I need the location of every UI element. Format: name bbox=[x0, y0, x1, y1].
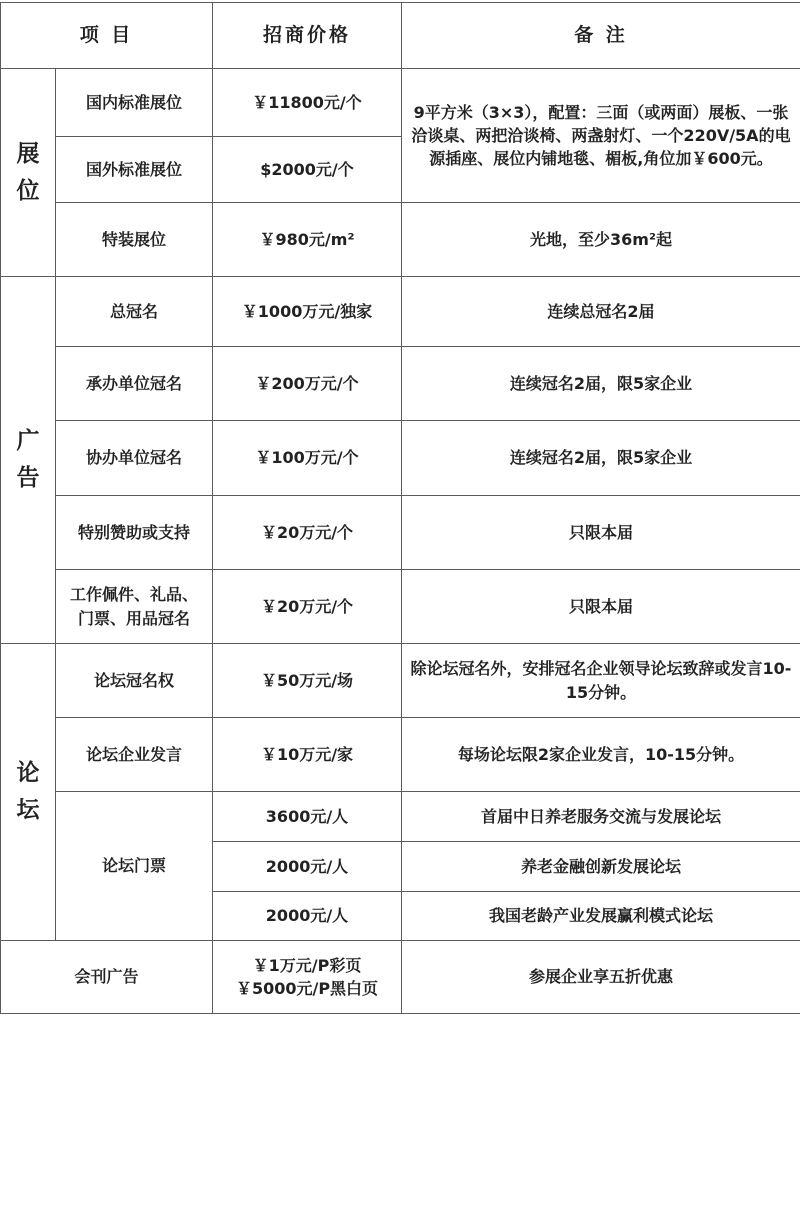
table-row bbox=[1, 421, 800, 496]
table-row bbox=[1, 644, 800, 718]
price-cell: ￥100万元/个 bbox=[213, 421, 402, 496]
category-char: 位 bbox=[16, 177, 40, 204]
item-cell: 论坛冠名权 bbox=[56, 644, 213, 718]
note-cell: 参展企业享五折优惠 bbox=[402, 941, 800, 1014]
note-cell: 首届中日养老服务交流与发展论坛 bbox=[402, 792, 800, 842]
header-note: 备 注 bbox=[402, 3, 800, 69]
price-cell: ￥20万元/个 bbox=[213, 496, 402, 570]
item-cell: 协办单位冠名 bbox=[56, 421, 213, 496]
note-cell: 除论坛冠名外，安排冠名企业领导论坛致辞或发言10-15分钟。 bbox=[402, 644, 800, 718]
price-cell: ￥10万元/家 bbox=[213, 718, 402, 792]
price-cell: ￥50万元/场 bbox=[213, 644, 402, 718]
table-row bbox=[1, 203, 800, 277]
price-cell: 3600元/人 bbox=[213, 792, 402, 842]
item-cell: 国内标准展位 bbox=[56, 69, 213, 137]
note-cell: 9平方米（3×3），配置：三面（或两面）展板、一张洽谈桌、两把洽谈椅、两盏射灯、一个220V/5A的电源插座、展位内铺地毯、楣板,角位加￥600元。 bbox=[402, 69, 800, 203]
price-line: ￥1万元/P彩页 bbox=[252, 955, 362, 975]
item-line: 门票、用品冠名 bbox=[77, 608, 190, 628]
category-char: 广 bbox=[16, 428, 40, 455]
category-char: 坛 bbox=[16, 797, 40, 823]
table-row bbox=[1, 277, 800, 347]
note-cell: 只限本届 bbox=[402, 570, 800, 644]
item-cell: 论坛门票 bbox=[56, 792, 213, 941]
note-cell: 只限本届 bbox=[402, 496, 800, 570]
note-cell: 连续冠名2届，限5家企业 bbox=[402, 421, 800, 496]
category-forum bbox=[1, 644, 56, 941]
table-row bbox=[1, 347, 800, 421]
table-row bbox=[1, 941, 800, 1014]
note-cell: 连续总冠名2届 bbox=[402, 277, 800, 347]
note-cell: 养老金融创新发展论坛 bbox=[402, 842, 800, 892]
note-cell: 我国老龄产业发展赢利模式论坛 bbox=[402, 892, 800, 941]
item-cell: 总冠名 bbox=[56, 277, 213, 347]
price-cell: ￥11800元/个 bbox=[213, 69, 402, 137]
table-row bbox=[1, 570, 800, 644]
header-item: 项 目 bbox=[1, 3, 213, 69]
item-cell: 论坛企业发言 bbox=[56, 718, 213, 792]
header-row bbox=[1, 3, 800, 69]
category-booth bbox=[1, 69, 56, 277]
item-line: 工作佩件、礼品、 bbox=[69, 585, 198, 605]
item-cell: 承办单位冠名 bbox=[56, 347, 213, 421]
category-char: 展 bbox=[16, 140, 40, 167]
note-cell: 每场论坛限2家企业发言，10-15分钟。 bbox=[402, 718, 800, 792]
item-cell: 国外标准展位 bbox=[56, 137, 213, 203]
price-cell: 2000元/人 bbox=[213, 842, 402, 892]
price-line: ￥5000元/P黑白页 bbox=[235, 979, 379, 998]
header-price: 招商价格 bbox=[213, 3, 402, 69]
price-cell: $2000元/个 bbox=[213, 137, 402, 203]
table-row bbox=[1, 69, 800, 137]
item-cell: 会刊广告 bbox=[1, 941, 213, 1014]
item-cell: 特别赞助或支持 bbox=[56, 496, 213, 570]
category-ad bbox=[1, 277, 56, 644]
note-cell: 光地，至少36m²起 bbox=[402, 203, 800, 277]
category-char: 论 bbox=[16, 760, 40, 787]
table-row bbox=[1, 496, 800, 570]
price-table bbox=[0, 2, 800, 1014]
price-cell: 2000元/人 bbox=[213, 892, 402, 941]
price-cell: ￥980元/m² bbox=[213, 203, 402, 277]
category-char: 告 bbox=[16, 465, 40, 491]
price-cell: ￥200万元/个 bbox=[213, 347, 402, 421]
item-cell: 特装展位 bbox=[56, 203, 213, 277]
item-cell bbox=[56, 570, 213, 644]
note-cell: 连续冠名2届，限5家企业 bbox=[402, 347, 800, 421]
price-cell: ￥1000万元/独家 bbox=[213, 277, 402, 347]
price-cell bbox=[213, 941, 402, 1014]
table-row bbox=[1, 792, 800, 842]
price-cell: ￥20万元/个 bbox=[213, 570, 402, 644]
table-row bbox=[1, 718, 800, 792]
